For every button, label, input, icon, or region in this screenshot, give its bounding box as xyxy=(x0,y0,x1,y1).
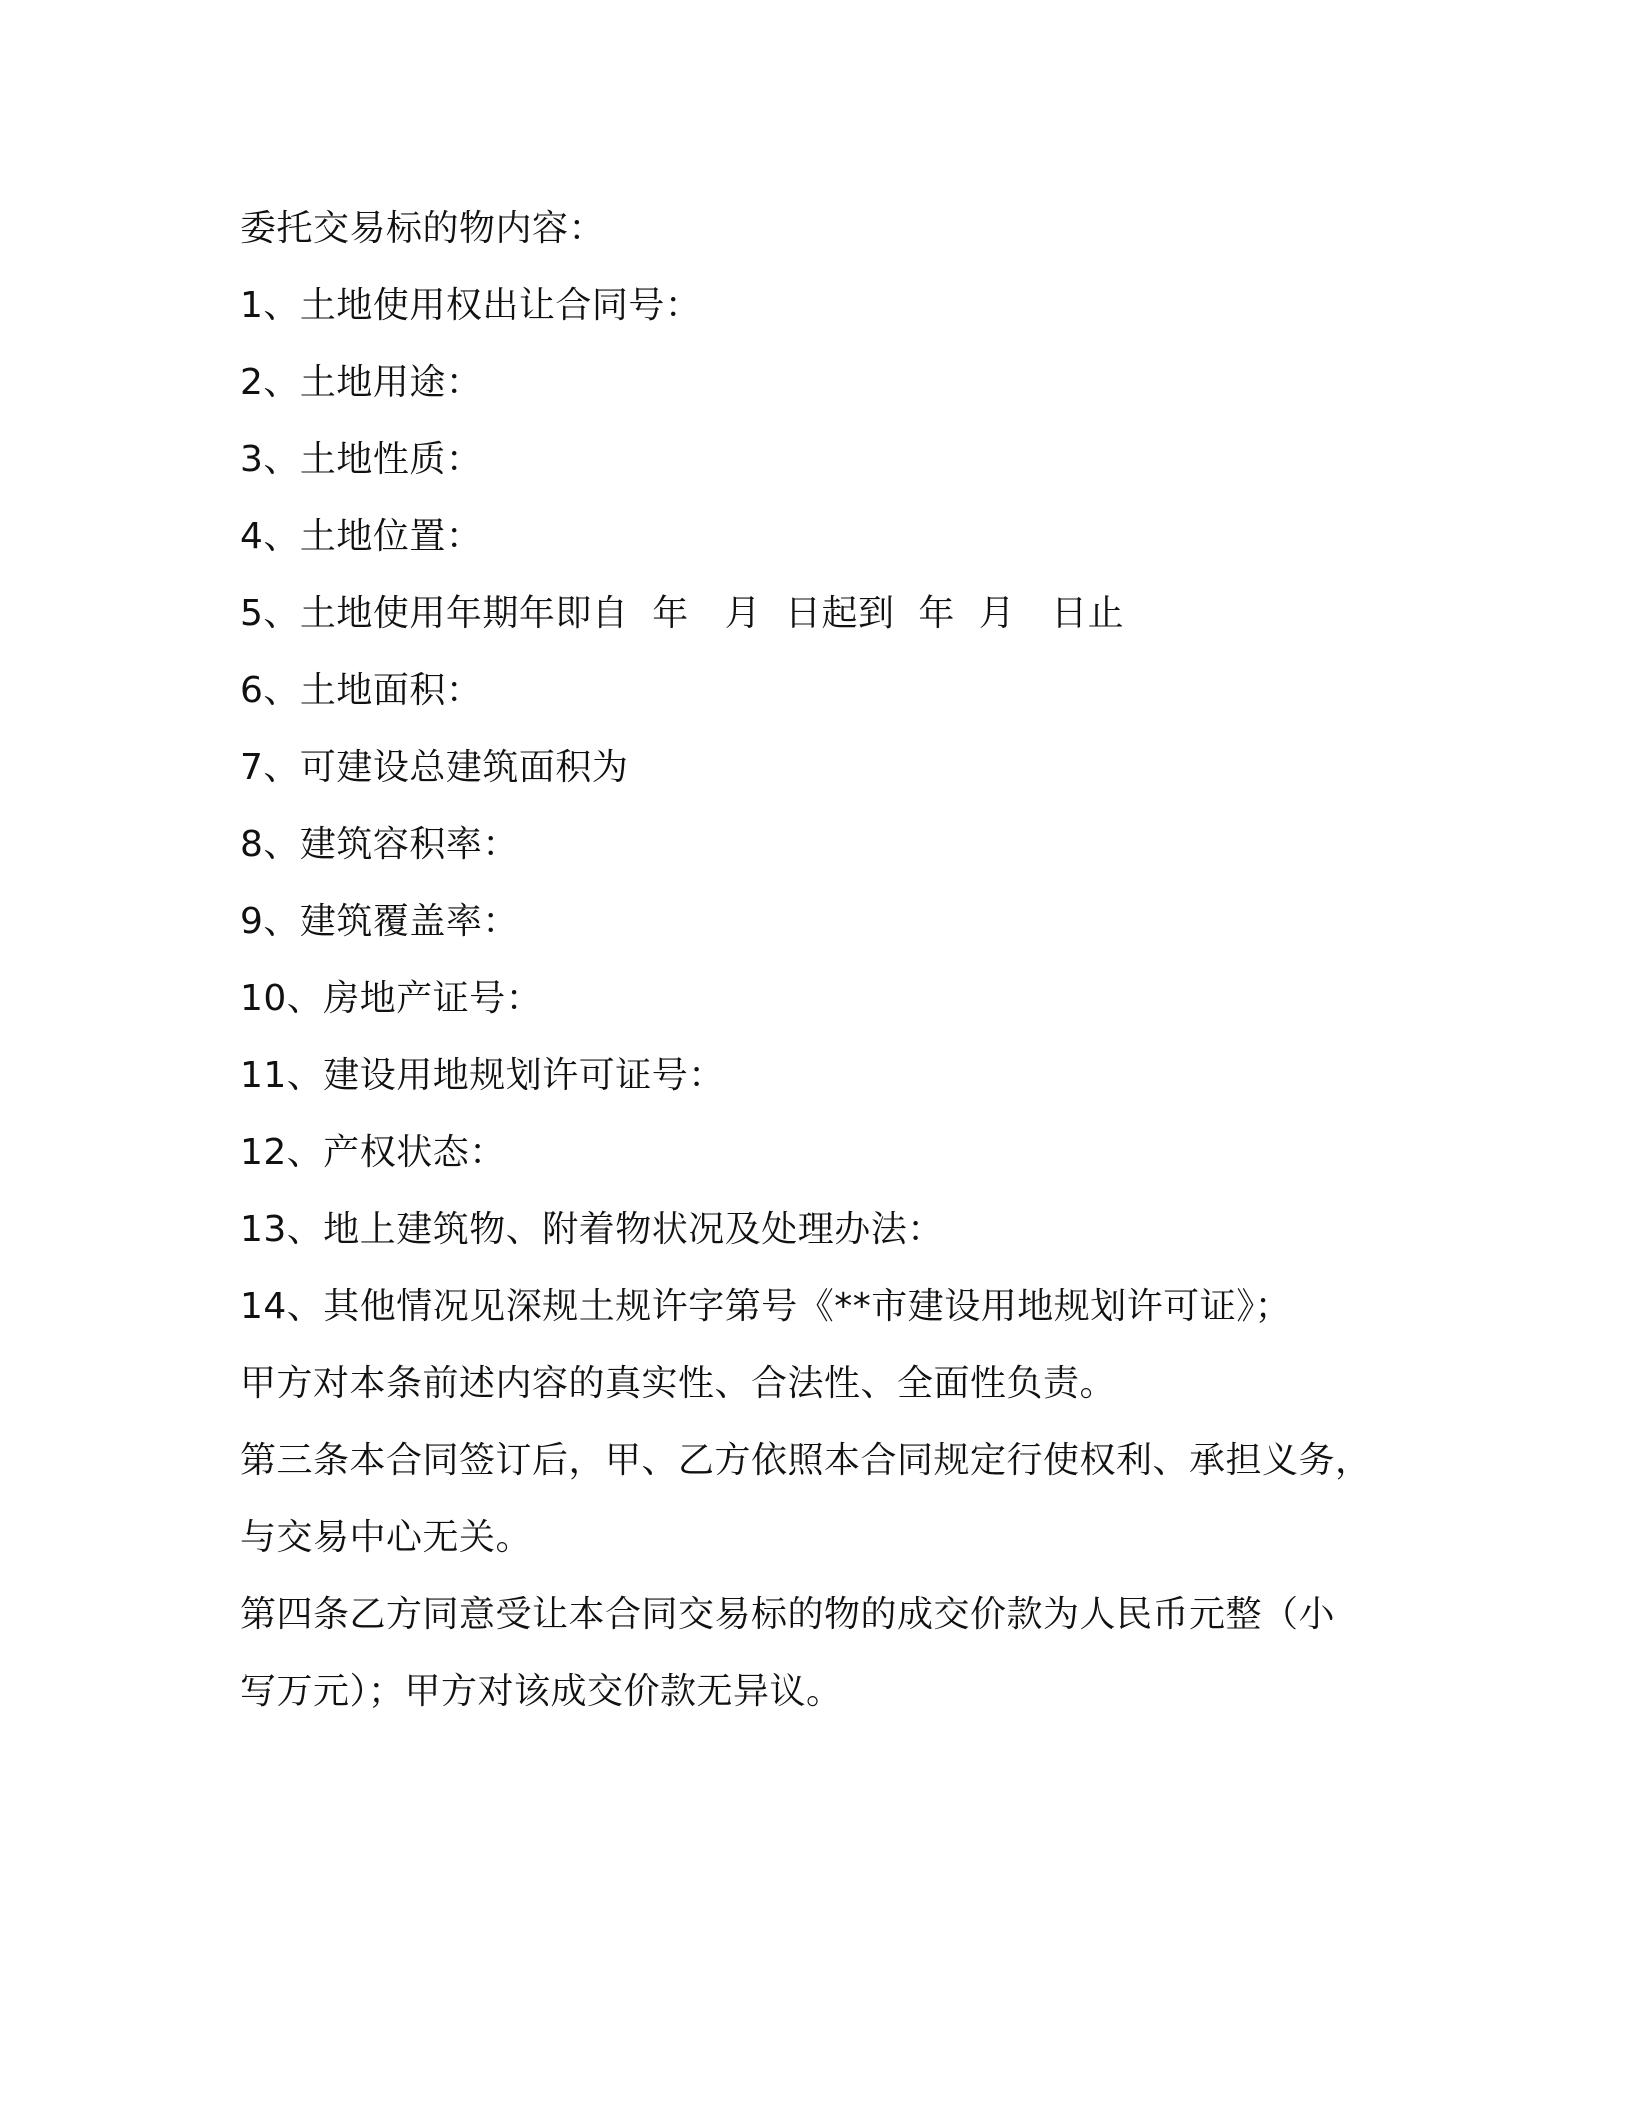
article-3-line-1: 第三条本合同签订后，甲、乙方依照本合同规定行使权利、承担义务， xyxy=(240,1440,1372,1481)
item-total-floor-area: 7、可建设总建筑面积为 xyxy=(240,747,629,788)
item-land-nature: 3、土地性质： xyxy=(240,439,483,480)
item-planning-permit-number: 11、建设用地规划许可证号： xyxy=(240,1055,725,1096)
document-body xyxy=(240,190,1400,1730)
item-land-term: 5、土地使用年期年即自 年 月 日起到 年 月 日止 xyxy=(240,593,1125,634)
item-structures-handling: 13、地上建筑物、附着物状况及处理办法： xyxy=(240,1209,944,1250)
statement-paragraph: 甲方对本条前述内容的真实性、合法性、全面性负责。 xyxy=(240,1363,1117,1404)
item-plot-ratio: 8、建筑容积率： xyxy=(240,824,519,865)
item-property-cert-number: 10、房地产证号： xyxy=(240,978,543,1019)
article-4-line-1: 第四条乙方同意受让本合同交易标的物的成交价款为人民币元整（小 xyxy=(240,1594,1336,1635)
item-contract-number: 1、土地使用权出让合同号： xyxy=(240,285,702,326)
item-coverage-ratio: 9、建筑覆盖率： xyxy=(240,901,519,942)
item-land-use: 2、土地用途： xyxy=(240,362,483,403)
item-land-area: 6、土地面积： xyxy=(240,670,483,711)
article-3-line-2: 与交易中心无关。 xyxy=(240,1517,533,1558)
item-ownership-status: 12、产权状态： xyxy=(240,1132,506,1173)
item-other-info: 14、其他情况见深规土规许字第号《**市建设用地规划许可证》； xyxy=(240,1286,1292,1327)
article-4-line-2: 写万元）；甲方对该成交价款无异议。 xyxy=(240,1671,843,1712)
item-land-location: 4、土地位置： xyxy=(240,516,483,557)
section-heading: 委托交易标的物内容： xyxy=(240,208,606,249)
